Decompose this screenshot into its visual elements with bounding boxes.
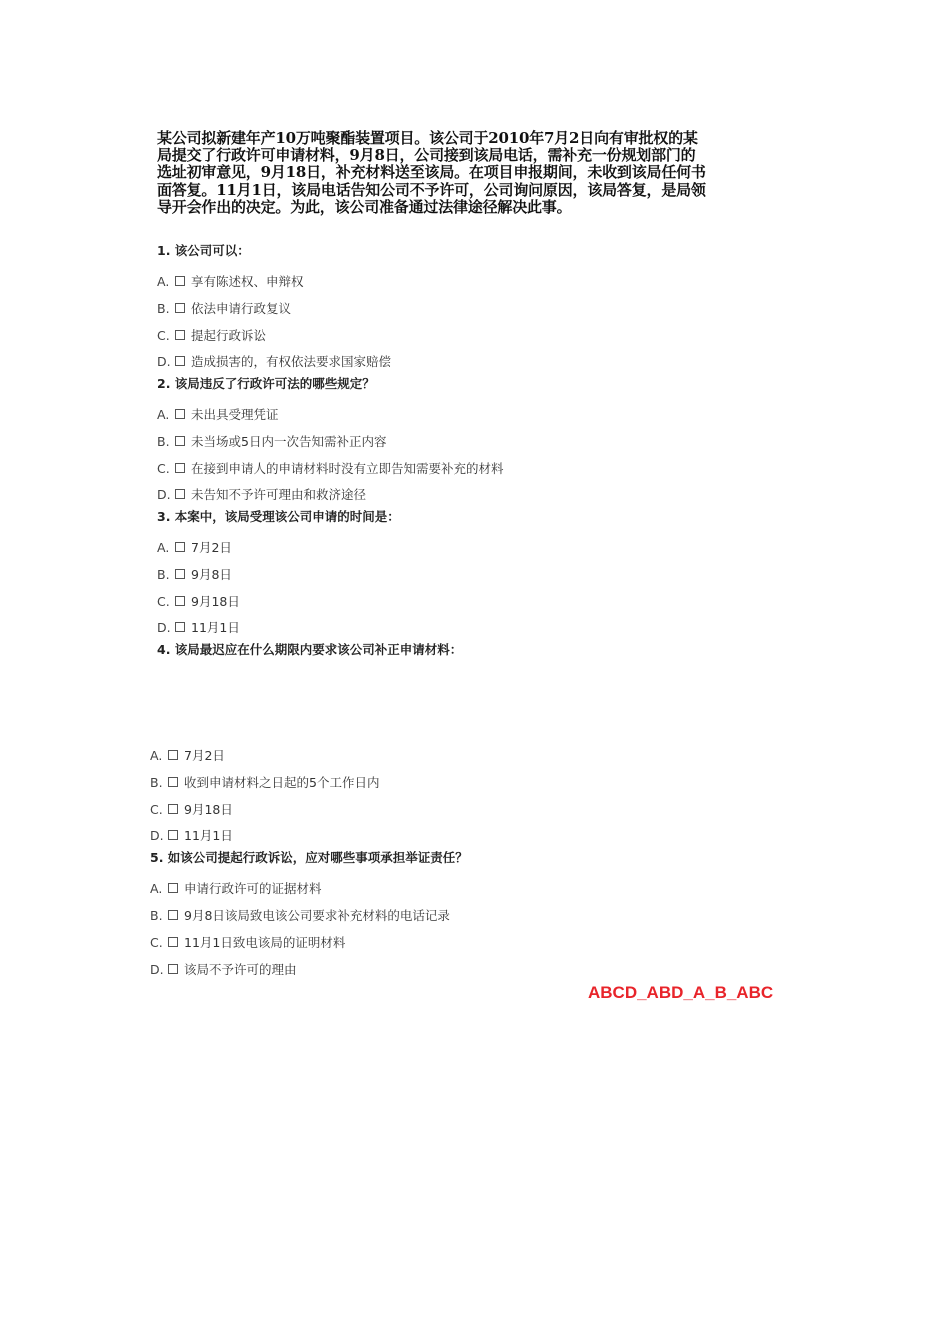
option-letter: A.	[157, 406, 170, 422]
question-3-title: 3. 本案中，该局受理该公司申请的时间是：	[157, 509, 400, 524]
q4-option-a[interactable]	[150, 747, 225, 763]
option-letter: D.	[150, 827, 164, 843]
answer-key: ABCD_ABD_A_B_ABC	[588, 983, 774, 1002]
option-text: 造成损害的，有权依法要求国家赔偿	[191, 354, 392, 369]
option-text: 在接到申请人的申请材料时没有立即告知需要补充的材料	[191, 461, 504, 476]
option-letter: C.	[157, 460, 170, 476]
option-text: 9月18日	[191, 594, 240, 609]
q4-option-d[interactable]	[150, 827, 233, 843]
q4-option-c[interactable]	[150, 801, 233, 817]
checkbox[interactable]	[168, 804, 178, 814]
checkbox[interactable]	[168, 777, 178, 787]
checkbox[interactable]	[175, 489, 185, 499]
option-text: 享有陈述权、申辩权	[191, 274, 304, 289]
q3-option-b[interactable]	[157, 566, 232, 582]
q4-option-b[interactable]	[150, 774, 379, 790]
checkbox[interactable]	[175, 330, 185, 340]
option-text: 11月1日	[191, 620, 240, 635]
checkbox[interactable]	[175, 356, 185, 366]
q3-option-d[interactable]	[157, 619, 240, 635]
question-5-title: 5. 如该公司提起行政诉讼，应对哪些事项承担举证责任？	[150, 850, 468, 865]
option-letter: D.	[150, 961, 164, 977]
option-text: 9月8日该局致电该公司要求补充材料的电话记录	[184, 908, 450, 923]
option-letter: B.	[150, 774, 163, 790]
checkbox[interactable]	[175, 303, 185, 313]
checkbox[interactable]	[175, 569, 185, 579]
option-text: 9月18日	[184, 802, 233, 817]
q1-option-d[interactable]	[157, 353, 391, 369]
option-letter: B.	[157, 300, 170, 316]
q2-option-a[interactable]	[157, 406, 279, 422]
option-letter: A.	[157, 273, 170, 289]
option-text: 依法申请行政复议	[191, 301, 292, 316]
q3-option-a[interactable]	[157, 539, 232, 555]
q5-option-b[interactable]	[150, 907, 450, 923]
option-text: 7月2日	[184, 748, 225, 763]
checkbox[interactable]	[168, 937, 178, 947]
option-text: 未当场或5日内一次告知需补正内容	[191, 434, 387, 449]
option-text: 提起行政诉讼	[191, 328, 267, 343]
option-letter: C.	[157, 327, 170, 343]
option-letter: A.	[150, 880, 163, 896]
option-letter: C.	[157, 593, 170, 609]
option-letter: D.	[157, 353, 171, 369]
checkbox[interactable]	[175, 622, 185, 632]
q1-option-c[interactable]	[157, 327, 266, 343]
option-text: 11月1日	[184, 828, 233, 843]
q5-option-d[interactable]	[150, 961, 297, 977]
q3-option-c[interactable]	[157, 593, 240, 609]
q5-option-c[interactable]	[150, 934, 345, 950]
option-text: 7月2日	[191, 540, 232, 555]
option-text: 未出具受理凭证	[191, 407, 279, 422]
checkbox[interactable]	[168, 750, 178, 760]
q5-option-a[interactable]	[150, 880, 322, 896]
checkbox[interactable]	[175, 436, 185, 446]
option-text: 未告知不予许可理由和救济途径	[191, 487, 367, 502]
option-text: 11月1日致电该局的证明材料	[184, 935, 346, 950]
option-letter: D.	[157, 619, 171, 635]
checkbox[interactable]	[168, 883, 178, 893]
question-4-title: 4. 该局最迟应在什么期限内要求该公司补正申请材料：	[157, 642, 463, 657]
case-description: 某公司拟新建年产10万吨聚酯装置项目。该公司于2010年7月2日向有审批权的某局提交了行政许可申请材料，9月8日，公司接到该局电话，需补充一份规划部门的选址初审意见，9月18日，补充材料送至该局。在项目申报期间，未收到该局任何书面答复。11月1日，该局电话告知公司不予许可，公司询问原因，该局答复，是局领导开会作出的决定。为此，该公司准备通过法律途径解决此事。	[157, 129, 706, 216]
option-letter: A.	[150, 747, 163, 763]
checkbox[interactable]	[168, 830, 178, 840]
option-text: 申请行政许可的证据材料	[184, 881, 322, 896]
checkbox[interactable]	[175, 276, 185, 286]
option-letter: C.	[150, 934, 163, 950]
checkbox[interactable]	[175, 542, 185, 552]
question-1-title: 1. 该公司可以：	[157, 243, 250, 258]
q2-option-b[interactable]	[157, 433, 386, 449]
q2-option-d[interactable]	[157, 486, 366, 502]
question-2-title: 2. 该局违反了行政许可法的哪些规定？	[157, 376, 375, 391]
option-letter: A.	[157, 539, 170, 555]
option-text: 收到申请材料之日起的5个工作日内	[184, 775, 380, 790]
q1-option-b[interactable]	[157, 300, 291, 316]
checkbox[interactable]	[175, 596, 185, 606]
option-letter: B.	[150, 907, 163, 923]
checkbox[interactable]	[168, 964, 178, 974]
option-text: 该局不予许可的理由	[184, 962, 297, 977]
checkbox[interactable]	[175, 463, 185, 473]
checkbox[interactable]	[168, 910, 178, 920]
option-letter: C.	[150, 801, 163, 817]
option-text: 9月8日	[191, 567, 232, 582]
option-letter: B.	[157, 433, 170, 449]
q1-option-a[interactable]	[157, 273, 304, 289]
option-letter: B.	[157, 566, 170, 582]
checkbox[interactable]	[175, 409, 185, 419]
q2-option-c[interactable]	[157, 460, 504, 476]
option-letter: D.	[157, 486, 171, 502]
